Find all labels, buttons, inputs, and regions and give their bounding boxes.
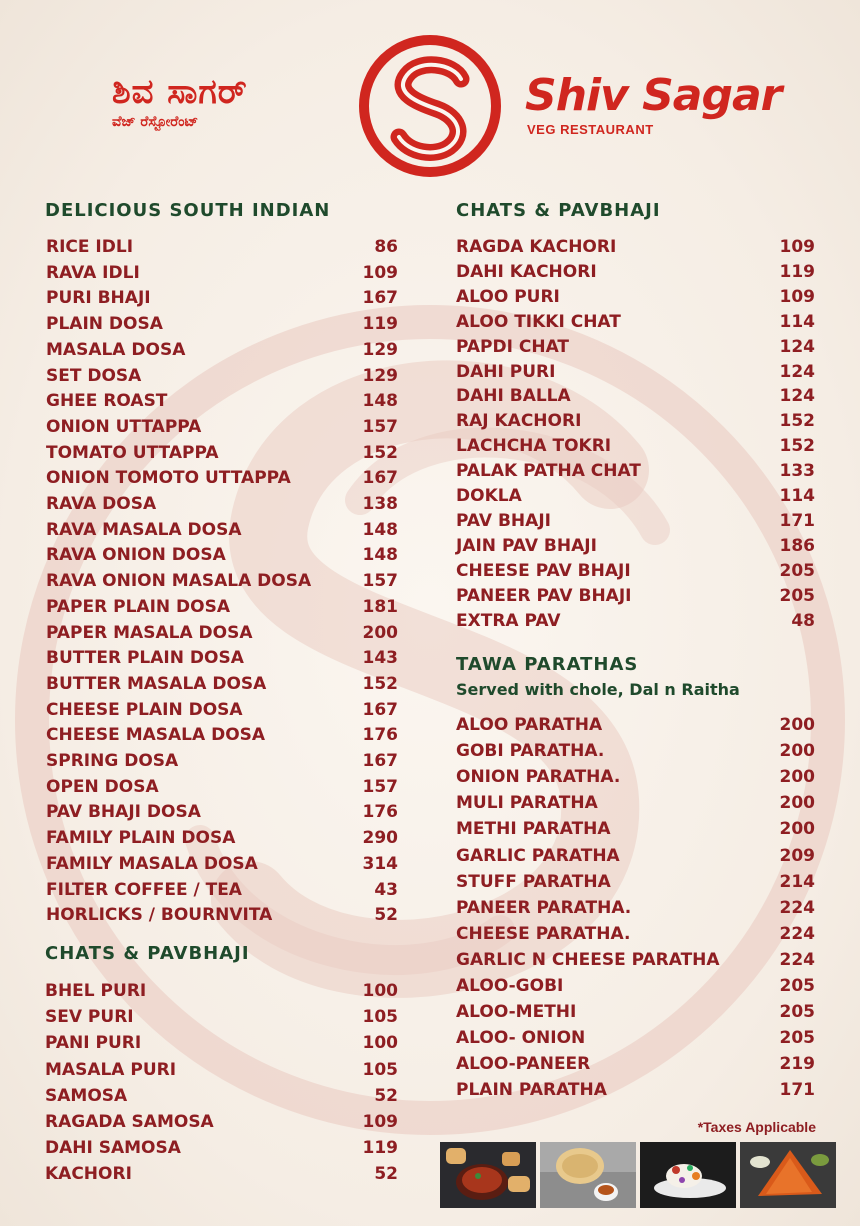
menu-item-price: 224 bbox=[779, 897, 815, 918]
menu-item-price: 109 bbox=[779, 237, 815, 257]
menu-item-price: 105 bbox=[362, 1007, 398, 1028]
menu-item-name: PANEER PAV BHAJI bbox=[456, 585, 632, 606]
menu-item-name: RICE IDLI bbox=[46, 237, 134, 257]
taxes-note: *Taxes Applicable bbox=[697, 1119, 816, 1135]
menu-item-name: BUTTER PLAIN DOSA bbox=[46, 648, 244, 669]
menu-item-price: 205 bbox=[779, 1002, 815, 1023]
menu-item-name: FAMILY PLAIN DOSA bbox=[46, 828, 236, 849]
menu-item-price: 105 bbox=[362, 1059, 398, 1080]
menu-item-name: DAHI PURI bbox=[456, 361, 556, 382]
menu-item-price: 167 bbox=[362, 468, 398, 489]
menu-item-price: 143 bbox=[362, 648, 398, 669]
menu-item-price: 148 bbox=[362, 519, 398, 540]
menu-item-price: 224 bbox=[779, 949, 815, 970]
menu-item-name: METHI PARATHA bbox=[456, 819, 611, 840]
menu-item-price: 200 bbox=[779, 767, 815, 788]
dahi-puri-photo bbox=[640, 1142, 736, 1208]
menu-item-price: 205 bbox=[779, 976, 815, 996]
menu-item-price: 124 bbox=[779, 336, 815, 357]
menu-item-name: FILTER COFFEE / TEA bbox=[46, 879, 242, 900]
menu-item-name: PLAIN DOSA bbox=[46, 314, 163, 335]
menu-item-name: ALOO- ONION bbox=[456, 1028, 586, 1049]
menu-item-price: 171 bbox=[779, 1080, 815, 1101]
menu-item-name: ALOO PURI bbox=[456, 286, 560, 307]
menu-item-price: 86 bbox=[374, 237, 398, 257]
menu-item-price: 152 bbox=[362, 442, 398, 463]
menu-item-price: 219 bbox=[779, 1054, 815, 1075]
menu-item-price: 157 bbox=[362, 571, 398, 592]
menu-item-price: 119 bbox=[362, 314, 398, 335]
menu-item-price: 43 bbox=[374, 879, 398, 900]
menu-item-price: 167 bbox=[362, 288, 398, 309]
menu-item-name: MASALA PURI bbox=[45, 1059, 177, 1080]
menu-item-name: RAVA DOSA bbox=[46, 494, 157, 514]
menu-item-name: RAJ KACHORI bbox=[456, 411, 582, 432]
menu-item-price: 124 bbox=[779, 386, 815, 407]
menu-item-name: DAHI BALLA bbox=[456, 386, 571, 407]
menu-item-price: 114 bbox=[779, 311, 815, 332]
menu-item-price: 138 bbox=[362, 494, 398, 514]
menu-item-name: PAV BHAJI bbox=[456, 510, 551, 531]
menu-item-name: OPEN DOSA bbox=[46, 776, 159, 797]
menu-item-price: 314 bbox=[362, 853, 398, 874]
menu-item-name: SET DOSA bbox=[46, 365, 142, 386]
section-title-chats-left: CHATS & PAVBHAJI bbox=[45, 943, 250, 964]
menu-item-price: 109 bbox=[362, 1112, 398, 1132]
menu-item-price: 129 bbox=[362, 339, 398, 360]
menu-item-name: ONION PARATHA. bbox=[456, 767, 621, 788]
menu-item-name: EXTRA PAV bbox=[456, 610, 561, 631]
menu-item-price: 114 bbox=[779, 486, 815, 506]
section-title-south-indian: DELICIOUS SOUTH INDIAN bbox=[45, 200, 331, 221]
menu-item-price: 205 bbox=[779, 560, 815, 581]
menu-item-price: 119 bbox=[779, 261, 815, 282]
menu-item-name: PALAK PATHA CHAT bbox=[456, 461, 641, 482]
menu-item-name: MASALA DOSA bbox=[46, 339, 186, 360]
menu-item-name: DOKLA bbox=[456, 486, 522, 506]
menu-item-name: PAV BHAJI DOSA bbox=[46, 802, 201, 823]
menu-item-name: MULI PARATHA bbox=[456, 793, 598, 814]
pav-bhaji-photo bbox=[440, 1142, 536, 1208]
menu-item-name: ALOO-GOBI bbox=[456, 976, 564, 996]
menu-item-name: CHEESE PAV BHAJI bbox=[456, 560, 631, 581]
menu-item-price: 152 bbox=[779, 436, 815, 457]
menu-item-price: 100 bbox=[362, 1033, 398, 1054]
menu-item-name: SEV PURI bbox=[45, 1007, 134, 1028]
menu-item-name: BUTTER MASALA DOSA bbox=[46, 673, 267, 694]
menu-item-price: 167 bbox=[362, 751, 398, 771]
menu-item-name: TOMATO UTTAPPA bbox=[46, 442, 219, 463]
menu-item-price: 152 bbox=[779, 411, 815, 432]
menu-item-name: KACHORI bbox=[45, 1164, 132, 1185]
menu-item-name: ALOO PARATHA bbox=[456, 715, 603, 735]
menu-item-name: RAGDA KACHORI bbox=[456, 237, 617, 257]
menu-item-price: 200 bbox=[779, 715, 815, 735]
menu-item-name: LACHCHA TOKRI bbox=[456, 436, 612, 457]
menu-item-price: 119 bbox=[362, 1138, 398, 1159]
menu-item-price: 200 bbox=[362, 622, 398, 643]
menu-item-name: PLAIN PARATHA bbox=[456, 1080, 607, 1101]
menu-item-price: 52 bbox=[374, 1164, 398, 1185]
menu-item-price: 100 bbox=[362, 981, 398, 1001]
menu-item-name: DAHI SAMOSA bbox=[45, 1138, 181, 1159]
menu-item-name: ONION UTTAPPA bbox=[46, 416, 202, 437]
menu-item-price: 209 bbox=[779, 845, 815, 866]
brand-subtitle: VEG RESTAURANT bbox=[527, 122, 654, 137]
section-title-parathas: TAWA PARATHAS bbox=[456, 654, 639, 675]
menu-item-price: 290 bbox=[362, 828, 398, 849]
menu-item-price: 186 bbox=[779, 535, 815, 556]
menu-item-name: ALOO-METHI bbox=[456, 1002, 577, 1023]
menu-item-price: 176 bbox=[362, 802, 398, 823]
menu-item-name: PANI PURI bbox=[45, 1033, 142, 1054]
menu-item-price: 171 bbox=[779, 510, 815, 531]
menu-item-name: PAPER PLAIN DOSA bbox=[46, 596, 231, 617]
menu-item-name: RAVA IDLI bbox=[46, 262, 140, 283]
brand-name: Shiv Sagar bbox=[525, 70, 782, 121]
menu-item-name: GARLIC N CHEESE PARATHA bbox=[456, 949, 720, 970]
menu-item-price: 181 bbox=[362, 596, 398, 617]
masala-dosa-photo bbox=[740, 1142, 836, 1208]
menu-item-name: FAMILY MASALA DOSA bbox=[46, 853, 258, 874]
menu-item-price: 167 bbox=[362, 699, 398, 720]
menu-item-name: ALOO TIKKI CHAT bbox=[456, 311, 621, 332]
menu-item-price: 224 bbox=[779, 923, 815, 944]
menu-item-price: 200 bbox=[779, 741, 815, 762]
menu-item-price: 129 bbox=[362, 365, 398, 386]
menu-item-name: HORLICKS / BOURNVITA bbox=[46, 905, 273, 926]
menu-item-price: 200 bbox=[779, 793, 815, 814]
section-subtitle-parathas: Served with chole, Dal n Raitha bbox=[456, 680, 740, 699]
menu-item-name: PAPDI CHAT bbox=[456, 336, 570, 357]
menu-item-price: 157 bbox=[362, 776, 398, 797]
shiv-sagar-logo-icon bbox=[357, 33, 503, 179]
menu-item-name: RAVA ONION MASALA DOSA bbox=[46, 571, 312, 592]
menu-item-name: GHEE ROAST bbox=[46, 391, 168, 412]
kannada-brand-subtitle: ವೆಜ್ ರೆಸ್ಟೋರೆಂಟ್ bbox=[112, 114, 199, 130]
menu-item-name: JAIN PAV BHAJI bbox=[456, 535, 597, 556]
menu-item-name: STUFF PARATHA bbox=[456, 871, 611, 892]
section-title-chats-right: CHATS & PAVBHAJI bbox=[456, 200, 661, 221]
menu-item-price: 148 bbox=[362, 391, 398, 412]
menu-item-name: PANEER PARATHA. bbox=[456, 897, 632, 918]
menu-item-price: 52 bbox=[374, 905, 398, 926]
menu-item-name: RAVA MASALA DOSA bbox=[46, 519, 242, 540]
menu-item-name: SPRING DOSA bbox=[46, 751, 179, 771]
menu-item-name: ONION TOMOTO UTTAPPA bbox=[46, 468, 291, 489]
menu-item-price: 152 bbox=[362, 673, 398, 694]
menu-item-price: 176 bbox=[362, 725, 398, 746]
menu-item-price: 214 bbox=[779, 871, 815, 892]
menu-item-name: SAMOSA bbox=[45, 1085, 128, 1106]
menu-item-name: BHEL PURI bbox=[45, 981, 147, 1001]
menu-item-name: CHEESE PARATHA. bbox=[456, 923, 631, 944]
menu-item-name: RAVA ONION DOSA bbox=[46, 545, 226, 566]
menu-item-price: 124 bbox=[779, 361, 815, 382]
menu-item-name: RAGADA SAMOSA bbox=[45, 1112, 214, 1132]
menu-item-price: 205 bbox=[779, 1028, 815, 1049]
menu-item-price: 148 bbox=[362, 545, 398, 566]
menu-item-price: 109 bbox=[779, 286, 815, 307]
menu-item-name: PAPER MASALA DOSA bbox=[46, 622, 253, 643]
menu-item-name: GARLIC PARATHA bbox=[456, 845, 620, 866]
menu-item-price: 133 bbox=[779, 461, 815, 482]
menu-item-name: ALOO-PANEER bbox=[456, 1054, 591, 1075]
menu-item-price: 200 bbox=[779, 819, 815, 840]
menu-item-name: CHEESE PLAIN DOSA bbox=[46, 699, 243, 720]
menu-item-name: GOBI PARATHA. bbox=[456, 741, 605, 762]
kannada-brand-name: ಶಿವ ಸಾಗರ್ bbox=[112, 72, 248, 112]
menu-item-price: 157 bbox=[362, 416, 398, 437]
menu-item-price: 52 bbox=[374, 1085, 398, 1106]
menu-item-name: DAHI KACHORI bbox=[456, 261, 597, 282]
menu-item-price: 48 bbox=[791, 610, 815, 631]
menu-item-name: PURI BHAJI bbox=[46, 288, 151, 309]
puri-chai-photo bbox=[540, 1142, 636, 1208]
menu-item-name: CHEESE MASALA DOSA bbox=[46, 725, 266, 746]
menu-item-price: 109 bbox=[362, 262, 398, 283]
menu-item-price: 205 bbox=[779, 585, 815, 606]
